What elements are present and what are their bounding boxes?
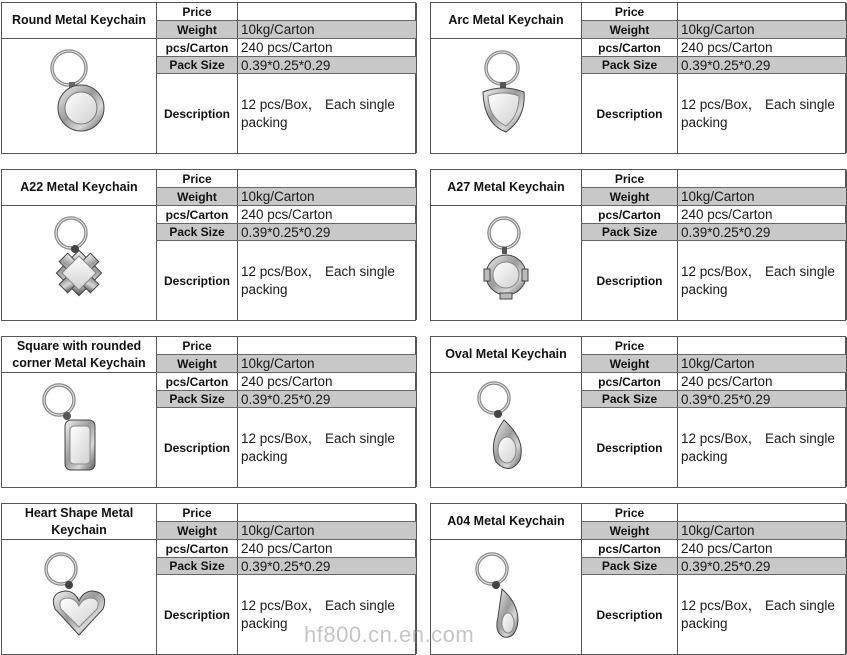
price-value <box>238 337 417 354</box>
pack-value: 0.39*0.25*0.29 <box>238 558 417 574</box>
spec-row-pcs <box>581 540 847 558</box>
spec-row-pack <box>581 57 847 74</box>
spec-row-price <box>581 504 847 522</box>
pcs-value: 240 pcs/Carton <box>238 373 417 390</box>
pcs-value: 240 pcs/Carton <box>678 540 847 557</box>
spec-row-weight <box>156 522 417 540</box>
desc-value: 12 pcs/Box， Each single packing <box>678 408 847 487</box>
pack-value: 0.39*0.25*0.29 <box>678 57 847 73</box>
pack-value: 0.39*0.25*0.29 <box>678 391 847 407</box>
pack-label: Pack Size <box>581 391 678 407</box>
weight-label: Weight <box>156 355 238 372</box>
weight-value: 10kg/Carton <box>678 522 847 539</box>
weight-value: 10kg/Carton <box>238 188 417 205</box>
keychain-image <box>431 373 581 487</box>
keychain-image <box>2 540 156 654</box>
pcs-value: 240 pcs/Carton <box>238 540 417 557</box>
pcs-label: pcs/Carton <box>156 39 238 56</box>
spec-row-pcs <box>581 206 847 224</box>
product-title: Heart Shape Metal Keychain <box>2 504 156 540</box>
spec-row-price <box>581 170 847 188</box>
weight-value: 10kg/Carton <box>238 522 417 539</box>
spec-row-pcs <box>156 39 417 57</box>
weight-value: 10kg/Carton <box>238 355 417 372</box>
price-label: Price <box>581 170 678 187</box>
pack-value: 0.39*0.25*0.29 <box>678 558 847 574</box>
price-value <box>238 3 417 20</box>
desc-value: 12 pcs/Box， Each single packing <box>238 74 417 153</box>
spec-row-price <box>156 170 417 188</box>
price-label: Price <box>581 504 678 521</box>
product-title: Arc Metal Keychain <box>431 3 581 39</box>
desc-value: 12 pcs/Box， Each single packing <box>678 575 847 654</box>
product-title: Square with rounded corner Metal Keychain <box>2 337 156 373</box>
product-card <box>1 169 416 321</box>
desc-label: Description <box>581 575 678 654</box>
spec-row-price <box>156 3 417 21</box>
spec-row-price <box>581 3 847 21</box>
spec-row-desc <box>156 408 417 487</box>
spec-row-pack <box>581 224 847 241</box>
watermark: hf800.cn.en.com <box>304 622 475 647</box>
pcs-label: pcs/Carton <box>581 39 678 56</box>
pack-label: Pack Size <box>156 57 238 73</box>
weight-value: 10kg/Carton <box>238 21 417 38</box>
pcs-label: pcs/Carton <box>581 373 678 390</box>
pcs-value: 240 pcs/Carton <box>238 39 417 56</box>
keychain-image <box>2 373 156 487</box>
pcs-label: pcs/Carton <box>581 206 678 223</box>
spec-row-pack <box>581 391 847 408</box>
price-label: Price <box>156 170 238 187</box>
spec-row-pcs <box>581 373 847 391</box>
spec-row-pcs <box>156 540 417 558</box>
weight-label: Weight <box>156 21 238 38</box>
spec-row-weight <box>581 522 847 540</box>
weight-label: Weight <box>156 188 238 205</box>
pack-value: 0.39*0.25*0.29 <box>678 224 847 240</box>
weight-value: 10kg/Carton <box>678 21 847 38</box>
spec-row-desc <box>581 408 847 487</box>
spec-row-pcs <box>581 39 847 57</box>
spec-row-pcs <box>156 373 417 391</box>
spec-row-weight <box>156 21 417 39</box>
desc-label: Description <box>156 74 238 153</box>
product-card <box>430 169 846 321</box>
pack-label: Pack Size <box>581 224 678 240</box>
spec-row-pack <box>156 558 417 575</box>
pack-label: Pack Size <box>156 224 238 240</box>
spec-row-price <box>156 504 417 522</box>
weight-label: Weight <box>581 188 678 205</box>
price-value <box>678 504 847 521</box>
product-title: A04 Metal Keychain <box>431 504 581 540</box>
weight-label: Weight <box>156 522 238 539</box>
pcs-label: pcs/Carton <box>156 540 238 557</box>
product-card <box>430 336 846 488</box>
keychain-image <box>2 39 156 153</box>
pack-label: Pack Size <box>581 558 678 574</box>
pcs-value: 240 pcs/Carton <box>678 206 847 223</box>
spec-row-price <box>156 337 417 355</box>
product-card <box>1 2 416 154</box>
product-card <box>430 2 846 154</box>
pack-label: Pack Size <box>156 391 238 407</box>
spec-row-weight <box>581 188 847 206</box>
desc-value: 12 pcs/Box， Each single packing <box>678 241 847 320</box>
spec-row-price <box>581 337 847 355</box>
price-value <box>238 170 417 187</box>
pack-label: Pack Size <box>581 57 678 73</box>
product-title: A27 Metal Keychain <box>431 170 581 206</box>
product-title: A22 Metal Keychain <box>2 170 156 206</box>
price-value <box>678 337 847 354</box>
desc-label: Description <box>581 241 678 320</box>
weight-value: 10kg/Carton <box>678 355 847 372</box>
spec-row-pack <box>581 558 847 575</box>
weight-label: Weight <box>581 522 678 539</box>
pcs-label: pcs/Carton <box>156 373 238 390</box>
desc-label: Description <box>581 408 678 487</box>
weight-value: 10kg/Carton <box>678 188 847 205</box>
spec-row-desc <box>581 241 847 320</box>
weight-label: Weight <box>581 355 678 372</box>
price-label: Price <box>581 337 678 354</box>
price-value <box>238 504 417 521</box>
keychain-image <box>431 39 581 153</box>
price-label: Price <box>581 3 678 20</box>
product-title: Round Metal Keychain <box>2 3 156 39</box>
spec-row-desc <box>156 241 417 320</box>
pcs-label: pcs/Carton <box>156 206 238 223</box>
pcs-value: 240 pcs/Carton <box>678 373 847 390</box>
keychain-image <box>431 206 581 320</box>
pcs-value: 240 pcs/Carton <box>678 39 847 56</box>
spec-row-desc <box>581 575 847 654</box>
spec-row-pack <box>156 224 417 241</box>
pack-value: 0.39*0.25*0.29 <box>238 391 417 407</box>
keychain-image <box>2 206 156 320</box>
spec-row-desc <box>156 74 417 153</box>
price-value <box>678 170 847 187</box>
spec-row-pcs <box>156 206 417 224</box>
pcs-label: pcs/Carton <box>581 540 678 557</box>
desc-value: 12 pcs/Box， Each single packing <box>238 241 417 320</box>
price-label: Price <box>156 504 238 521</box>
product-title: Oval Metal Keychain <box>431 337 581 373</box>
desc-label: Description <box>156 575 238 654</box>
spec-row-weight <box>581 355 847 373</box>
desc-label: Description <box>581 74 678 153</box>
spec-row-pack <box>156 391 417 408</box>
price-label: Price <box>156 3 238 20</box>
pack-label: Pack Size <box>156 558 238 574</box>
desc-value: 12 pcs/Box， Each single packing <box>238 408 417 487</box>
pack-value: 0.39*0.25*0.29 <box>238 57 417 73</box>
spec-row-pack <box>156 57 417 74</box>
price-value <box>678 3 847 20</box>
pack-value: 0.39*0.25*0.29 <box>238 224 417 240</box>
desc-label: Description <box>156 241 238 320</box>
product-card <box>1 336 416 488</box>
desc-label: Description <box>156 408 238 487</box>
pcs-value: 240 pcs/Carton <box>238 206 417 223</box>
product-card <box>430 503 846 655</box>
spec-row-desc <box>581 74 847 153</box>
spec-row-weight <box>156 188 417 206</box>
desc-value: 12 pcs/Box， Each single packing <box>238 575 417 654</box>
spec-row-weight <box>156 355 417 373</box>
weight-label: Weight <box>581 21 678 38</box>
desc-value: 12 pcs/Box， Each single packing <box>678 74 847 153</box>
price-label: Price <box>156 337 238 354</box>
spec-row-weight <box>581 21 847 39</box>
